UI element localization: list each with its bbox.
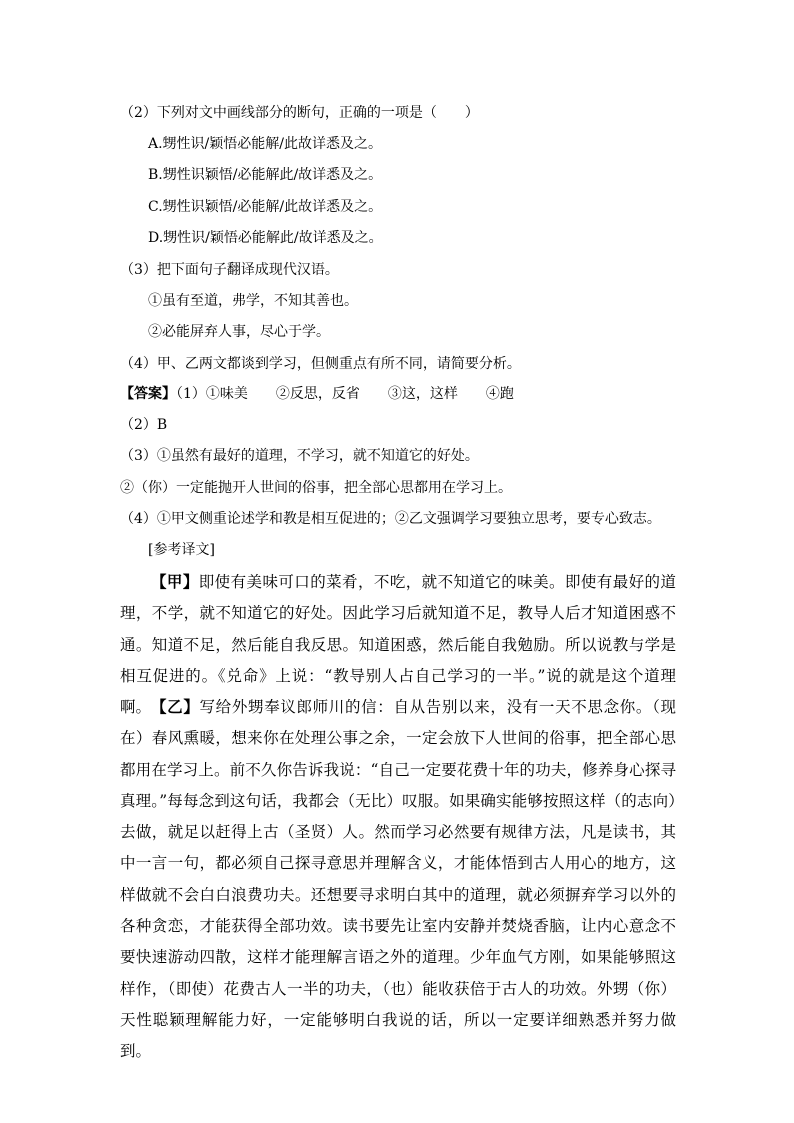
question-2-option-b: B.甥性识颖悟/必能解此/故详悉及之。 — [148, 167, 383, 183]
question-3-stem: （3）把下面句子翻译成现代汉语。 — [120, 262, 339, 278]
translation-yi-text: 写给外甥奉议郎师川的信：自从告别以来，没有一天不思念你。（现在）春风熏暖，想来你在处理公事之余，一定会放下人世间的俗事，把全部心思都用在学习上。前不久你告诉我说：“自己一定要花费十年的功夫，修养身心探寻真理。”每每念到这句话，我都会（无比）叹服。如果确实能够按照这样（的志向）去做，就足以赶得上古（圣贤）人。然而学习必然要有规律方法，凡是读书，其中一言一句，都必须自己探寻意思并理解含义，才能体悟到古人用心的地方，这样做就不会白白浪费功夫。还想要寻求明白其中的道理，就必须摒弃学习以外的各种贪恋，才能获得全部功效。读书要先让室内安静并焚烧香脑，让内心意念不要快速游动四散，这样才能理解言语之外的道理。少年血气方刚，如果能够照这样作，（即使）花费古人一半的功夫，（也）能收获倍于古人的功效。外甥（你）天性聪颖理解能力好，一定能够明白我说的话，所以一定要详细熟悉并努力做到。 — [120, 698, 676, 1061]
answer-label: 【答案】 — [120, 386, 176, 402]
question-3-sentence-1: ①虽有至道，弗学，不知其善也。 — [148, 293, 358, 309]
question-2-option-c: C.甥性识颖悟/必能解/此故详悉及之。 — [148, 199, 383, 215]
translation-yi-label: 【乙】 — [151, 697, 200, 716]
translation-paragraph-yi — [120, 691, 676, 1068]
question-2-stem: （2）下列对文中画线部分的断句，正确的一项是（ ） — [120, 105, 479, 121]
answer-2: （2）B — [120, 417, 168, 433]
answer-1: （1）①味美 ②反思，反省 ③这，这样 ④跑 — [176, 386, 514, 402]
answer-3-part-2: ②（你）一定能抛开人世间的俗事，把全部心思都用在学习上。 — [120, 480, 512, 496]
question-3-sentence-2: ②必能屏弃人事，尽心于学。 — [148, 324, 330, 340]
translation-jia-text: 即使有美味可口的菜肴，不吃，就不知道它的味美。即使有最好的道理，不学，就不知道它的好处。因此学习后就知道不足，教导人后才知道困惑不通。知道不足，然后能自我反思。知道困惑，然后能自我勉励。所以说教与学是相互促进的。《兑命》上说：“教导别人占自己学习的一半。”说的就是这个道理啊。 — [120, 573, 676, 717]
translation-heading: [参考译文] — [148, 542, 215, 558]
translation-jia-label: 【甲】 — [151, 572, 199, 591]
question-2-option-d: D.甥性识/颖悟必能解此/故详悉及之。 — [148, 230, 383, 246]
answer-4: （4）①甲文侧重论述学和教是相互促进的；②乙文强调学习要独立思考，要专心致志。 — [120, 511, 661, 527]
answer-line-1 — [120, 385, 514, 403]
question-2-option-a: A.甥性识/颖悟必能解/此故详悉及之。 — [148, 136, 382, 152]
question-4-stem: （4）甲、乙两文都谈到学习，但侧重点有所不同，请简要分析。 — [120, 356, 521, 372]
answer-3-part-1: （3）①虽然有最好的道理，不学习，就不知道它的好处。 — [120, 448, 479, 464]
